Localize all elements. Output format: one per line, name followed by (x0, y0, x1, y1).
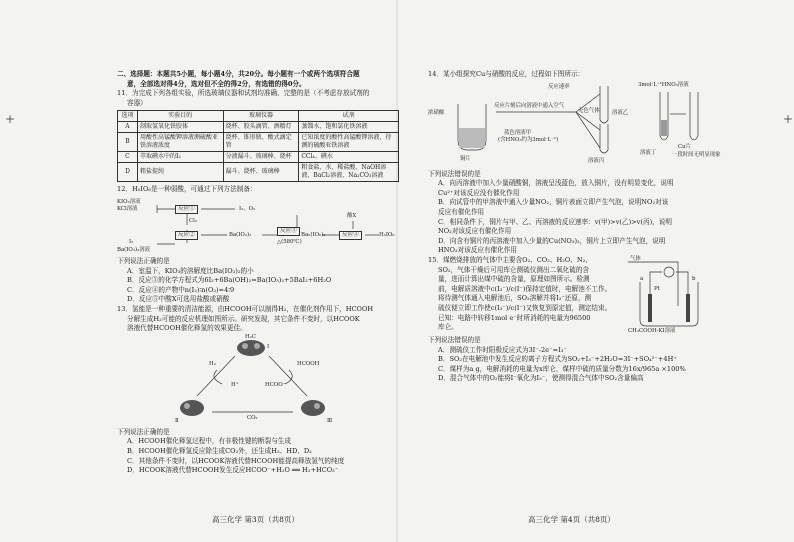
table-cell: B (118, 133, 138, 152)
answer-option: A．室温下，KIO₃的溶解度比Ba(IO₃)₂的小 (127, 266, 254, 275)
table-cell: C (118, 152, 138, 163)
q14-experiment-figure (428, 80, 721, 170)
mechanism-label: H₂ (209, 360, 216, 367)
question-lead: 下列说法正确的是 (117, 427, 170, 436)
q15-stem-line: 已知：电路中转移1mol e⁻时所消耗的电量为96500 (438, 313, 591, 322)
figure-label: 浓硝酸 (428, 109, 445, 116)
question-lead: 下列说法正确的是 (117, 256, 170, 265)
mechanism-label: Ⅲ (327, 417, 333, 424)
registration-mark-right: + (783, 112, 794, 126)
scheme-step: 反应④ (339, 231, 362, 240)
q15-electrolysis-figure (626, 256, 710, 336)
table-header-row (118, 111, 399, 122)
answer-option: B．向试管中的甲溶液中通入少量NO₂，铜片表面立即产生气泡，说明NO₂对该 (438, 198, 669, 207)
question-lead: 下列说法错误的是 (428, 335, 481, 344)
q15-stem-line: 将待测气体通入电解池后，SO₂溶解并将I₃⁻还原，测 (438, 294, 592, 303)
table-cell: 漏斗、烧杯、玻璃棒 (223, 163, 299, 182)
table-header: 实验目的 (137, 111, 223, 122)
q15-stem-line: 前，电解质溶液中c(I₃⁻)/c(I⁻)保持定值时，电解池不工作。 (438, 284, 612, 293)
q15-stem-line: 量，进而计算出煤中硫的含量，原理如图所示。检测 (438, 275, 590, 284)
mechanism-label: H⁺ (231, 381, 239, 388)
mechanism-label: Ⅱ (175, 417, 179, 424)
scheme-reagent: KCl溶液 (117, 205, 138, 212)
figure-label: CH₃COOH-KI溶液 (628, 327, 676, 334)
table-header: 试剂 (299, 111, 399, 122)
figure-label: Pt (654, 285, 660, 292)
q15-stem-line: 库仑。 (438, 323, 458, 332)
answer-option: C．煤样为a g，电解消耗的电量为x库仑，煤样中硫的质量分数为16x/965a ×100% (438, 364, 686, 373)
left-column (117, 70, 399, 476)
table-cell: 烧杯、锥形瓶、酸式滴定管 (223, 133, 299, 152)
mechanism-label: HCOO⁻ (265, 381, 286, 388)
answer-option: B．SO₂在电解池中发生反应的离子方程式为SO₂+I₃⁻+2H₂O=3I⁻+SO₄²⁻+4H⁺ (438, 355, 677, 364)
scheme-product: I₂、O₂ (239, 205, 256, 212)
table-cell: 萃取碘水中的I₂ (137, 152, 223, 163)
section-heading: 二、选择题：本题共5小题，每小题4分，共20分。每小题有一个或两个选项符合题 (117, 70, 360, 78)
q15-stem-line: 15．煤燃烧排放的气体中主要含O₂、CO₂、H₂O、N₂、 (428, 255, 592, 264)
scheme-product: H₅IO₆ (379, 231, 395, 238)
answer-option: B．HCOOH催化释氢反应除生成CO₂外，还生成H₂、HD、D₂ (127, 446, 312, 455)
scheme-condition: △(580℃) (277, 238, 302, 245)
mechanism-label: HCOOH (297, 360, 320, 367)
q11-table (117, 110, 399, 182)
table-row (118, 152, 399, 163)
answer-option: Cu²⁺对该反应没有催化作用 (438, 188, 520, 197)
answer-option: C．相同条件下，铜片与甲、乙、丙溶液的反应速率：v(甲)>v(乙)>v(丙)，说明 (438, 217, 672, 226)
right-column (428, 70, 721, 384)
table-cell: 蒸馏水、饱和氯化铁溶液 (299, 122, 399, 133)
table-row (118, 163, 399, 182)
electrolysis-cell (626, 256, 710, 336)
figure-label: a (640, 275, 644, 282)
table-cell: 制取氢氧化铁胶体 (137, 122, 223, 133)
table-cell: 用酸性高锰酸钾溶液测硫酸亚铁溶液浓度 (137, 133, 223, 152)
table-cell: A (118, 122, 138, 133)
answer-option: D．向含有铜片的丙溶液中加入少量的Cu(NO₃)₂，铜片上立即产生气泡，说明 (438, 236, 666, 245)
figure-label: 一段时间无明显现象 (672, 151, 721, 158)
scheme-reagent: Cl₂ (189, 217, 198, 224)
page-footer-left: 高三化学 第3页（共8页） (212, 515, 299, 524)
table-cell: 粗食盐、水、稀盐酸、NaOH溶液、BaCl₂溶液、Na₂CO₃溶液 (299, 163, 399, 182)
figure-label: b (692, 275, 696, 282)
table-cell: CCl₄、碘水 (299, 152, 399, 163)
answer-option: HNO₃对该反应有催化作用 (438, 246, 517, 255)
scheme-product: Ba(IO₃)₂ (229, 231, 252, 238)
figure-label: (含HNO₃约为3mol·L⁻¹) (498, 136, 559, 143)
scheme-reagent: I₂ (129, 238, 134, 245)
q13-stem-3: 溶液代替HCOOH催化释氢的效果更佳。 (127, 324, 247, 333)
page-footer-right: 高三化学 第4页（共8页） (528, 515, 615, 524)
table-header: 玻璃仪器 (223, 111, 299, 122)
scheme-product: Ba₅(IO₆)₂ (301, 231, 326, 238)
q13-stem-2: 分解生成H₂可能的反应机理如图所示。研究发现，其它条件不变时，以HCOOK (127, 314, 360, 323)
mechanism-label: CO₂ (247, 414, 258, 421)
q13-stem: 13．氢能是一种重要的清洁能源，由HCOOH可以制得H₂，在催化剂作用下，HCOOH (117, 304, 374, 313)
scheme-step: 反应③ (277, 227, 300, 236)
section-heading-2: 意，全部选对得4分，选对但不全的得2分，有选错的得0分。 (127, 79, 306, 88)
figure-label: 气体 (630, 255, 641, 262)
figure-label: 无色气体 (578, 107, 600, 114)
table-cell: D (118, 163, 138, 182)
scheme-reagent: 酸X (347, 212, 357, 219)
scheme-step: 反应① (175, 205, 198, 214)
answer-option: A．HCOOH催化释氢过程中，有非极性键的断裂与生成 (127, 437, 291, 446)
scheme-reagent: KIO₃溶液 (117, 198, 141, 205)
q15-stem-line: 硫仪便立即工作使c(I₃⁻)/c(I⁻)又恢复到原定值，测定结束。 (438, 303, 612, 312)
answer-option: D．混合气体中的O₂能将I⁻氧化为I₃⁻，使测得混合气体中SO₂含量偏高 (438, 374, 644, 383)
figure-label: 溶液丙 (588, 157, 605, 164)
answer-option: C．其他条件不变时，以HCOOK溶液代替HCOOH能提高释放氢气的纯度 (127, 456, 345, 465)
mechanism-label: Ⅰ (267, 343, 270, 350)
scheme-step: 反应② (175, 231, 198, 240)
answer-option: B．反应③的化学方程式为6I₂+6Ba(OH)₂=Ba(IO₃)₂+5BaI₂+6H₂O (127, 276, 332, 285)
table-cell: 已知浓度的酸性高锰酸钾溶液、待测的硫酸亚铁溶液 (299, 133, 399, 152)
q12-scheme-arrows (117, 197, 399, 255)
q15-stem (428, 256, 620, 333)
answer-option: A．向丙溶液中加入少量硝酸铜，溶液呈浅蓝色，放入铜片，没有明显变化，说明 (438, 179, 674, 188)
q12-scheme (117, 197, 399, 255)
figure-label: Cu片 (678, 143, 691, 150)
q12-stem: 12．H₅IO₆是一种弱酸，可通过下列方法制备： (117, 185, 257, 194)
answer-option: C．反应④的产物中n(I₂)∶n(O₂)=4∶9 (127, 285, 235, 294)
table-row (118, 122, 399, 133)
answer-option: D．HCOOK溶液代替HCOOH发生反应HCOO⁻+H₂O ══ H₂+HCO₃⁻ (127, 466, 339, 475)
q11-stem-2: 容器） (127, 98, 147, 107)
registration-mark-left: + (5, 112, 16, 126)
table-cell: 烧杯、胶头滴管、酒精灯 (223, 122, 299, 133)
table-header: 选项 (118, 111, 138, 122)
scheme-reagent: Ba(IO₃)₂溶液 (117, 246, 151, 253)
q15-block (428, 256, 710, 336)
table-cell: 粗盐提纯 (137, 163, 223, 182)
figure-label: 蓝色溶液甲 (504, 129, 531, 136)
mechanism-cycle (117, 334, 399, 428)
mechanism-label: H₂C (245, 333, 256, 340)
answer-option: D．反应⑤中酸X可选用盐酸或硝酸 (127, 295, 230, 304)
figure-label: 反应片刻后向溶液中通入空气 (494, 102, 565, 109)
q15-stem-line: SO₂，气体干燥后可用库仑测硫仪测出二氧化硫的含 (438, 265, 590, 274)
table-row (118, 133, 399, 152)
answer-option: A．测硫仪工作时阳极反应式为3I⁻-2e⁻=I₃⁻ (438, 345, 567, 354)
figure-label: 溶液丁 (640, 149, 657, 156)
figure-label: 反应速率 (548, 83, 570, 90)
figure-label: 铜片 (460, 155, 471, 162)
answer-option: NO₂对该反应有催化作用 (438, 227, 512, 236)
q11-stem: 11．为完成下列各组实验，所选玻璃仪器和试剂均准确、完整的是（不考虑存放试剂的 (117, 89, 370, 98)
question-lead: 下列说法错误的是 (428, 169, 481, 178)
figure-label: 溶液乙 (612, 109, 629, 116)
table-cell: 分液漏斗、玻璃棒、烧杯 (223, 152, 299, 163)
q13-mechanism-figure (117, 334, 399, 428)
q14-stem: 14．某小组探究Cu与硝酸的反应，过程如下图所示： (428, 70, 585, 78)
figure-label: 3mol·L⁻¹HNO₃溶液 (638, 81, 689, 88)
answer-option: 反应有催化作用 (438, 207, 485, 216)
